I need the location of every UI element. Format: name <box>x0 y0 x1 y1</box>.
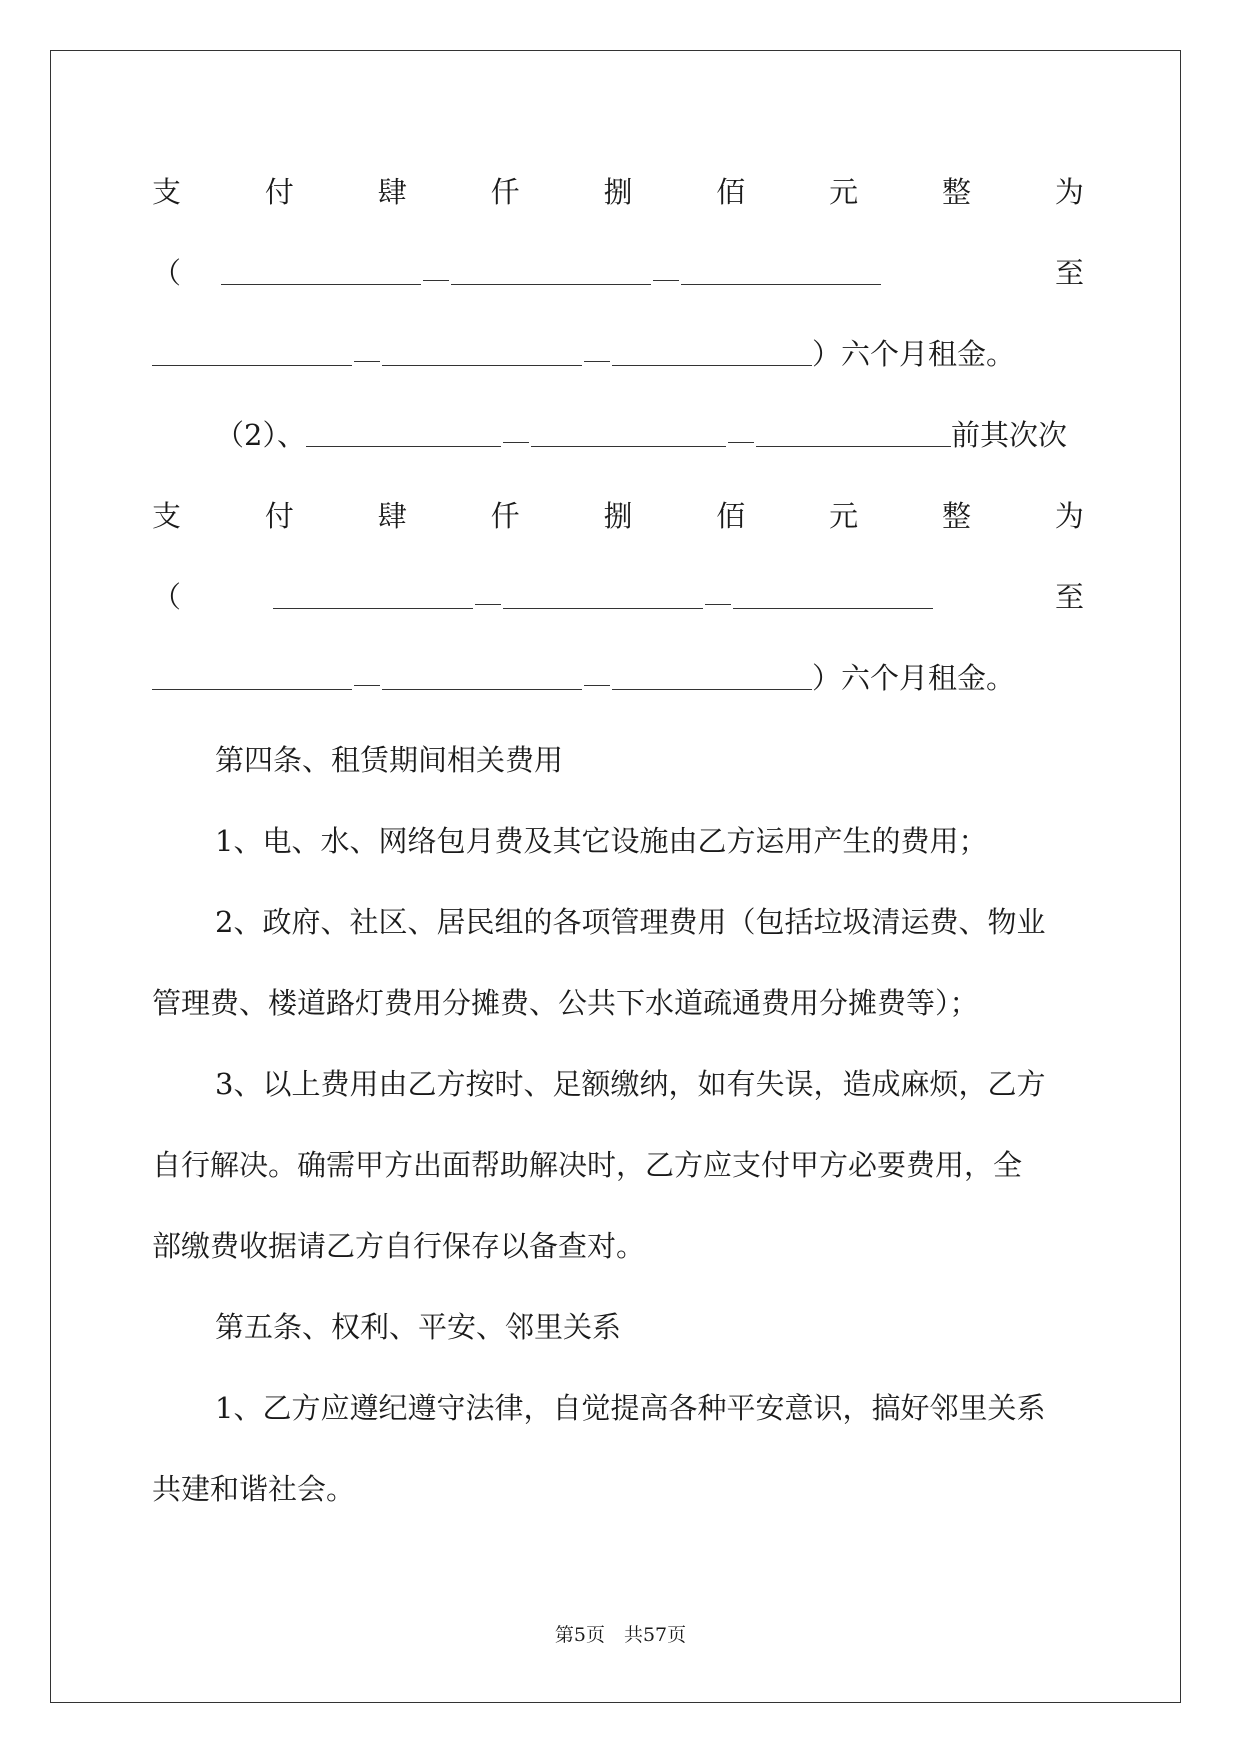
char: 付 <box>264 175 294 209</box>
rent-period-text: ）六个月租金。 <box>812 661 1016 695</box>
dash <box>354 347 380 362</box>
blank-year <box>306 424 501 447</box>
char: 付 <box>264 499 294 533</box>
char: 元 <box>829 499 859 533</box>
date-range-end-line-2 <box>152 658 1084 698</box>
blank-month <box>503 586 703 609</box>
article-4-item-3-line-2: 自行解决。确需甲方出面帮助解决时，乙方应支付甲方必要费用，全 <box>152 1148 1023 1182</box>
spread-text-line-1 <box>152 172 1084 212</box>
char: 捌 <box>603 175 633 209</box>
char: 佰 <box>716 175 746 209</box>
char: 整 <box>942 499 972 533</box>
date-range-start-line-1 <box>152 253 1084 293</box>
to-label: 至 <box>1054 580 1084 614</box>
open-paren: （ <box>152 580 182 614</box>
article-4-item-2-line-1: 2、政府、社区、居民组的各项管理费用（包括垃圾清运费、物业 <box>215 905 1046 939</box>
article-4-item-1: 1、电、水、网络包月费及其它设施由乙方运用产生的费用； <box>215 824 988 858</box>
char: 元 <box>829 175 859 209</box>
dash <box>354 671 380 686</box>
char: 捌 <box>603 499 633 533</box>
blank-day <box>612 667 812 690</box>
char: 整 <box>942 175 972 209</box>
dash <box>584 347 610 362</box>
char: 肆 <box>377 499 407 533</box>
page-border <box>50 50 1181 1703</box>
blank-day <box>733 586 933 609</box>
open-paren: （ <box>152 256 182 290</box>
date-range-start-line-2 <box>152 577 1084 617</box>
article-4-item-3-line-3: 部缴费收据请乙方自行保存以备查对。 <box>152 1229 646 1263</box>
spread-text-line-2 <box>152 496 1084 536</box>
char: 支 <box>152 499 182 533</box>
blank-year <box>152 667 352 690</box>
blank-month <box>382 667 582 690</box>
item-suffix: 前其次次 <box>950 418 1067 452</box>
blank-year <box>273 586 473 609</box>
payment-item-2 <box>215 415 1084 455</box>
rent-period-text: ）六个月租金。 <box>812 337 1016 371</box>
date-range-end-line-1 <box>152 334 1084 374</box>
dash <box>423 266 449 281</box>
blank-day <box>756 424 951 447</box>
blank-month <box>451 262 651 285</box>
char: 肆 <box>377 175 407 209</box>
blank-year <box>152 343 352 366</box>
dash <box>503 428 529 443</box>
article-5-item-1-line-2: 共建和谐社会。 <box>152 1472 356 1506</box>
char: 为 <box>1054 175 1084 209</box>
dash <box>705 590 731 605</box>
dash <box>584 671 610 686</box>
article-4-title: 第四条、租赁期间相关费用 <box>215 743 564 777</box>
char: 仟 <box>490 175 520 209</box>
char: 为 <box>1054 499 1084 533</box>
page-number: 第5页 共57页 <box>554 1624 687 1646</box>
blank-day <box>612 343 812 366</box>
char: 仟 <box>490 499 520 533</box>
to-label: 至 <box>1054 256 1084 290</box>
char: 支 <box>152 175 182 209</box>
blank-month <box>531 424 726 447</box>
dash <box>653 266 679 281</box>
item-prefix: （2）、 <box>215 418 306 452</box>
blank-year <box>221 262 421 285</box>
article-4-item-2-line-2: 管理费、楼道路灯费用分摊费、公共下水道疏通费用分摊费等）； <box>152 986 979 1020</box>
dash <box>475 590 501 605</box>
article-5-item-1-line-1: 1、乙方应遵纪遵守法律，自觉提高各种平安意识，搞好邻里关系 <box>215 1391 1046 1425</box>
article-4-item-3-line-1: 3、以上费用由乙方按时、足额缴纳，如有失误，造成麻烦，乙方 <box>215 1067 1046 1101</box>
blank-month <box>382 343 582 366</box>
blank-day <box>681 262 881 285</box>
article-5-title: 第五条、权利、平安、邻里关系 <box>215 1310 622 1344</box>
dash <box>728 428 754 443</box>
char: 佰 <box>716 499 746 533</box>
